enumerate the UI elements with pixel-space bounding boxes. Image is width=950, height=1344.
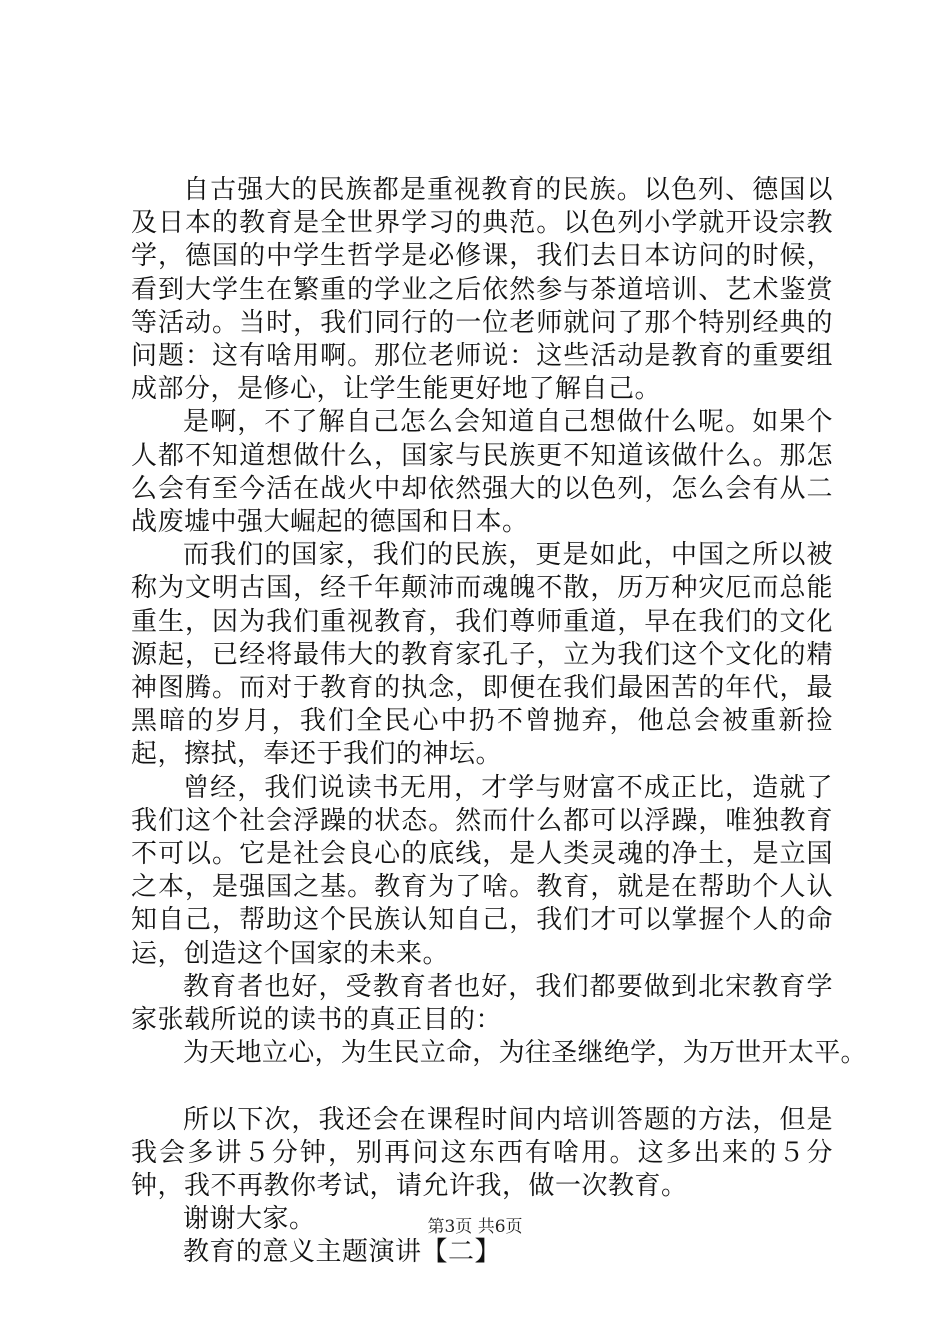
paragraph-thanks: 谢谢大家。 xyxy=(183,1204,316,1235)
page-footer: 第3页 共6页 xyxy=(427,1217,523,1237)
paragraph-3: 而我们的国家，我们的民族，更是如此，中国之所以被称为文明古国，经千年颠沛而魂魄不散，历万种灾厄而总能重生，因为我们重视教育，我们尊师重道，早在我们的文化源起，已经将最伟大的教育家孔子，立为我们这个文化的精神图腾。而对于教育的执念，即便在我们最困苦的年代，最黑暗的岁月，我们全民心中扔不曾抛弃，他总会被重新捡起，擦拭，奉还于我们的神坛。 xyxy=(131,540,833,770)
blank-line xyxy=(131,1070,833,1103)
paragraph-6: 所以下次，我还会在课程时间内培训答题的方法，但是我会多讲５分钟，别再问这东西有啥用。这多出来的５分钟，我不再教你考试，请允许我，做一次教育。 xyxy=(131,1104,833,1202)
paragraph-quote: 为天地立心，为生民立命，为往圣继绝学，为万世开太平。 xyxy=(183,1038,867,1069)
paragraph-5: 教育者也好，受教育者也好，我们都要做到北宋教育学家张载所说的读书的真正目的： xyxy=(131,971,833,1036)
paragraph-2: 是啊，不了解自己怎么会知道自己想做什么呢。如果个人都不知道想做什么，国家与民族更不知道该做什么。那怎么会有至今活在战火中却依然强大的以色列，怎么会有从二战废墟中强大崛起的德国和日本。 xyxy=(131,407,833,538)
paragraph-4: 曾经，我们说读书无用，才学与财富不成正比，造就了我们这个社会浮躁的状态。然而什么都可以浮躁，唯独教育不可以。它是社会良心的底线，是人类灵魂的净土，是立国之本，是强国之基。教育为了啥。教育，就是在帮助个人认知自己，帮助这个民族认知自己，我们才可以掌握个人的命运，创造这个国家的未来。 xyxy=(131,772,833,969)
document-body xyxy=(131,174,867,1270)
paragraph-1: 自古强大的民族都是重视教育的民族。以色列、德国以及日本的教育是全世界学习的典范。以色列小学就开设宗教学，德国的中学生哲学是必修课，我们去日本访问的时候，看到大学生在繁重的学业之后依然参与茶道培训、艺术鉴赏等活动。当时，我们同行的一位老师就问了那个特别经典的问题：这有啥用啊。那位老师说：这些活动是教育的重要组成部分，是修心，让学生能更好地了解自己。 xyxy=(131,175,833,405)
section-heading: 教育的意义主题演讲【二】 xyxy=(183,1237,502,1268)
